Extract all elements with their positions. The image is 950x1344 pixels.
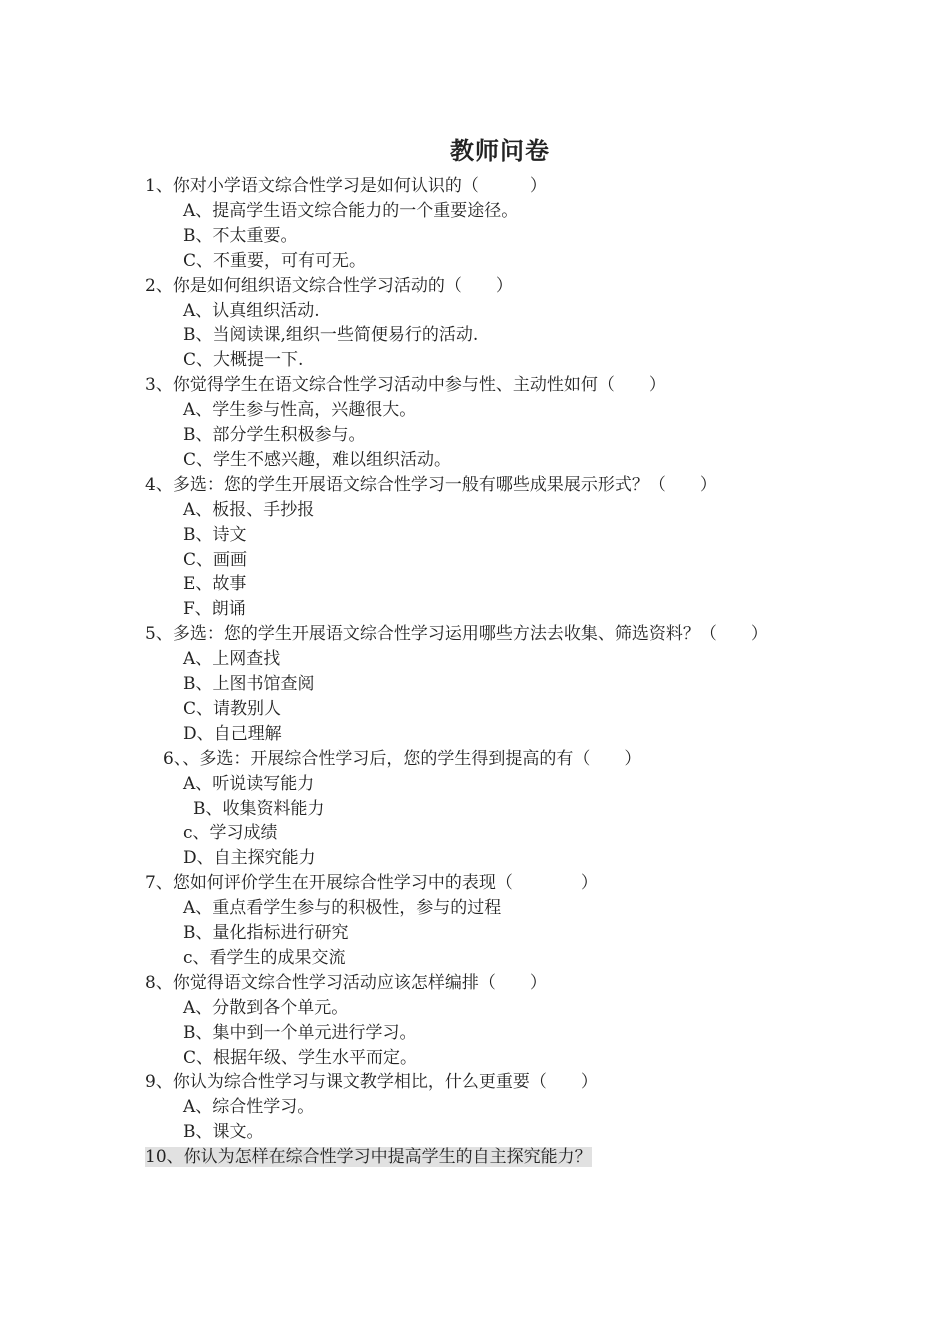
question-text: 8、你觉得语文综合性学习活动应该怎样编排（ ） [145,972,547,993]
question-text: 9、你认为综合性学习与课文教学相比，什么更重要（ ） [145,1072,598,1093]
question-text: 2、你是如何组织语文综合性学习活动的（ ） [145,275,513,296]
option-line [193,798,325,820]
option-text: A、重点看学生参与的积极性，参与的过程 [183,898,502,919]
option-line [183,225,298,247]
question-line [145,275,513,297]
option-text: C、大概提一下. [183,350,304,371]
option-text: C、请教别人 [183,698,282,719]
option-line [183,549,247,571]
option-text: B、收集资料能力 [193,798,325,819]
option-text: A、学生参与性高，兴趣很大。 [183,400,417,421]
option-text: B、不太重要。 [183,225,298,246]
option-text: A、听说读写能力 [183,773,315,794]
question-text: 10、你认为怎样在综合性学习中提高学生的自主探究能力？ [145,1147,592,1168]
option-text: B、当阅读课,组织一些简便易行的活动. [183,325,479,346]
question-text: 6、、多选：开展综合性学习后，您的学生得到提高的有（ ） [163,748,642,769]
option-line [183,723,282,745]
option-line [183,997,348,1019]
option-line [183,822,278,844]
option-line [183,598,246,620]
option-text: A、综合性学习。 [183,1097,315,1118]
option-line [183,499,314,521]
option-text: B、诗文 [183,524,247,545]
question-line [145,872,598,894]
option-text: c、学习成绩 [183,823,278,844]
option-line [183,524,247,546]
option-line [183,573,246,595]
option-text: A、分散到各个单元。 [183,997,349,1018]
option-text: B、上图书馆查阅 [183,674,315,694]
option-line [183,698,281,720]
question-text: 5、多选：您的学生开展语文综合性学习运用哪些方法去收集、筛选资料？（ ） [145,624,768,645]
question-line [145,1071,598,1093]
option-line [183,449,451,471]
option-line [183,673,315,695]
question-text: 7、您如何评价学生在开展综合性学习中的表现（ ） [145,873,598,894]
option-line [183,648,280,670]
option-text: B、集中到一个单元进行学习。 [183,1022,417,1043]
option-text: c、看学生的成果交流 [183,947,346,968]
option-text: B、课文。 [183,1122,264,1143]
option-line [183,324,478,346]
option-text: B、部分学生积极参与。 [183,425,366,445]
option-line [183,1096,314,1118]
option-line [183,847,316,869]
option-line [183,922,349,944]
option-line [183,1121,264,1143]
question-line [145,1146,592,1168]
question-line [145,972,547,994]
option-text: A、认真组织活动. [183,300,320,321]
question-line [145,623,768,645]
option-line [183,300,320,322]
option-text: A、上网查找 [183,649,281,670]
option-text: C、根据年级、学生水平而定。 [183,1047,418,1068]
document-title: 教师问卷 [450,136,550,165]
option-line [183,947,346,969]
option-text: F、朗诵 [183,599,246,620]
question-line [145,474,717,496]
option-line [183,399,416,421]
option-text: A、提高学生语文综合能力的一个重要途径。 [183,200,519,221]
option-text: C、不重要，可有可无。 [183,250,367,271]
question-text: 3、你觉得学生在语文综合性学习活动中参与性、主动性如何（ ） [145,375,666,396]
option-text: B、量化指标进行研究 [183,923,349,943]
question-text: 4、多选：您的学生开展语文综合性学习一般有哪些成果展示形式？（ ） [145,474,717,495]
option-line [183,349,303,371]
question-text: 1、你对小学语文综合性学习是如何认识的（ ） [145,176,547,196]
option-line [183,200,518,222]
option-line [183,1047,417,1069]
option-text: C、画画 [183,549,248,570]
option-text: C、学生不感兴趣，难以组织活动。 [183,449,452,470]
option-line [183,1022,417,1044]
option-text: D、自主探究能力 [183,848,316,869]
option-line [183,250,366,272]
question-line [163,748,641,770]
option-line [183,897,501,919]
option-line [183,773,314,795]
option-text: A、板报、手抄报 [183,499,315,520]
option-text: E、故事 [183,574,247,595]
option-line [183,424,366,446]
question-line [145,175,547,197]
question-line [145,374,666,396]
option-text: D、自己理解 [183,723,282,744]
